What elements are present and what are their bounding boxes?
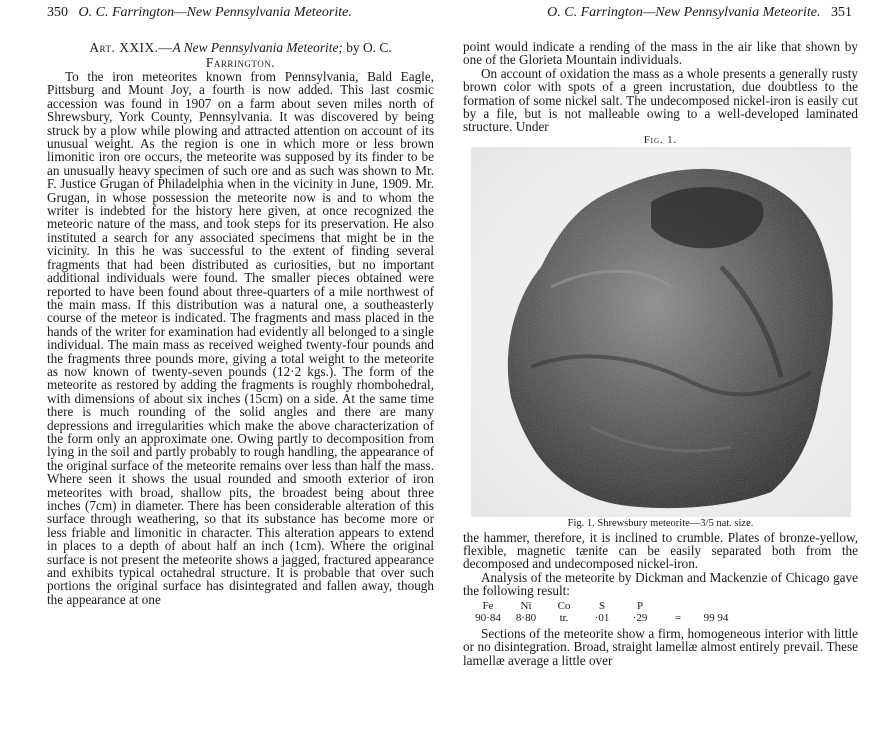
- analysis-value: 90·84: [475, 611, 501, 624]
- hammer-paragraph: the hammer, therefore, it is inclined to crumble. Plates of bronze-yellow, flexible, magnetic tænite can be easily separated both from the decomposed and undecomposed nickel-iron.: [463, 529, 858, 572]
- right-column: [463, 40, 858, 667]
- left-column: [47, 40, 434, 606]
- analysis-value: 99 94: [703, 611, 729, 624]
- figure-label: Fig. 1.: [643, 134, 678, 146]
- continuation-paragraph: point would indicate a rending of the mass in the air like that shown by one of the Glorieta Mountain individuals.: [463, 39, 858, 68]
- analysis-value: tr.: [559, 611, 569, 624]
- analysis-paragraph: Analysis of the meteorite by Dickman and Mackenzie of Chicago gave the following result:: [463, 569, 858, 599]
- page-number-left: 350: [47, 5, 68, 20]
- analysis-header: [697, 600, 735, 612]
- analysis-value-row: [463, 612, 858, 624]
- analysis-value: 8·80: [515, 611, 537, 624]
- page-header-left: [47, 5, 352, 21]
- analysis-header: [659, 600, 697, 612]
- article-by: by O. C.: [342, 40, 392, 55]
- article-author: Farrington.: [205, 55, 276, 70]
- running-title-right: O. C. Farrington—New Pennsylvania Meteorite.: [547, 5, 821, 20]
- analysis-header: Ni: [520, 599, 532, 612]
- intro-paragraph: To the iron meteorites known from Pennsylvania, Bald Eagle, Pittsburg and Mount Joy, a fourth is now added. This last cosmic accession was found in 1907 on a farm about seven miles north of Shrewsbury, York County, Pennsylvania. It was discovered by being struck by a plow while plowing and attracted attention on account of its unusual weight. As the region is one in which more or less brown limonitic iron ore occurs, the meteorite was supposed by its finder to be an unusually heavy specimen of such ore and as such was shown to Mr. F. Justice Grugan of Philadelphia when in the vicinity in June, 1909. Mr. Grugan, in whose possession the meteorite now is and to whom the writer is indebted for the history here given, at once recognized the meteoric nature of the mass, and took steps for its preservation. He also instituted a search for any associated specimens that might be in the vicinity. In this he was successful to the extent of finding several fragments that had been distributed as curiosities, but no important additional individuals were found. The smaller pieces obtained were reported to have been found about three-quarters of a mile northwest of the main mass. If this distribution was a natural one, a southeasterly course of the meteor is indicated. The fragments and mass placed in the hands of the writer for examination had evidently all belonged to a single individual. The main mass as received weighed twenty-four pounds and the fragments three pounds more, giving a total weight to the meteorite as now known of twenty-seven pounds (12·2 kgs.). The form of the meteorite as restored by adding the fragments is roughly rhombohedral, with dimensions of about six inches (15cm) on a side. At the same time there is much rounding of the solid angles and there are many depressions and irregularities which make the above characterization of the form only an approximate one. Owing partly to decomposition from lying in the soil and partly probably to rough handling, the appearance of the original surface of the meteorite remains over less than half the mass. Where seen it shows the usual rounded and smooth exterior of iron meteorites with broad, shallow pits, the broadest being about three inches (7cm) in diameter. There has been considerable alteration of this surface through weathering, so that its substance has become more or less friable and limonitic in character. This alteration appears to extend in places to a depth of about half an inch (1cm). Where the original surface is not present the meteorite shows a jagged, fractured appearance and exhibits typical octahedral structure. It is probable that over such portions the original surface has disintegrated and fallen away, though the appearance at one: [47, 69, 434, 607]
- article-number: Art. XXIX.—: [89, 40, 173, 55]
- meteorite-photo: [471, 147, 851, 517]
- article-heading: A New Pennsylvania Meteorite;: [172, 40, 343, 55]
- analysis-header-row: [463, 600, 858, 612]
- running-title-left: O. C. Farrington—New Pennsylvania Meteorite.: [78, 5, 352, 20]
- figure-caption: Fig. 1. Shrewsbury meteorite—3/5 nat. size.: [567, 518, 754, 530]
- analysis-header: Fe: [482, 599, 494, 612]
- meteorite-image: [471, 147, 851, 517]
- analysis-header: S: [598, 599, 606, 612]
- analysis-value: ·01: [594, 611, 610, 624]
- analysis-header: P: [636, 599, 644, 612]
- analysis-value: ·29: [632, 611, 648, 624]
- sections-paragraph: Sections of the meteorite show a firm, homogeneous interior with little or no disintegration. Broad, straight lamellæ almost entirely prevail. These lamellæ average a little over: [463, 625, 858, 668]
- page-header-right: [547, 5, 852, 21]
- oxidation-paragraph: On account of oxidation the mass as a whole presents a generally rusty brown color with spots of a green incrustation, due doubtless to the formation of some nickel salt. The undecomposed nickel-iron is easily cut by a file, but is not malleable owing to a well-developed laminated structure. Under: [463, 65, 858, 135]
- analysis-value: =: [674, 611, 682, 624]
- article-title: [47, 40, 434, 70]
- page-number-right: 351: [831, 5, 852, 20]
- analysis-header: Co: [557, 599, 571, 612]
- analysis-table: [463, 600, 858, 624]
